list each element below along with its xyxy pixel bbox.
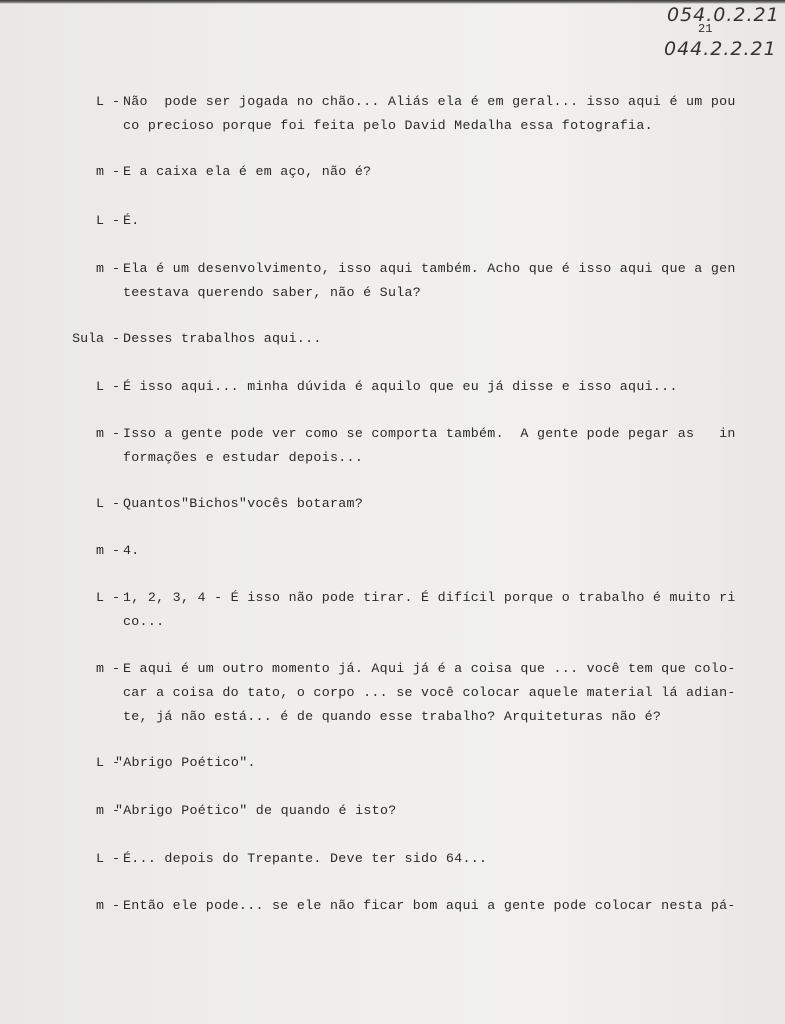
- speaker-label: L -: [96, 94, 120, 109]
- transcript-line: Quantos"Bichos"vocês botaram?: [123, 496, 364, 511]
- transcript-line: É.: [123, 213, 140, 228]
- transcript-line: formações e estudar depois...: [123, 450, 364, 465]
- transcript-line: co precioso porque foi feita pelo David Medalha essa fotografia.: [123, 118, 653, 133]
- page-number: 21: [698, 22, 713, 36]
- transcript-line: co...: [123, 614, 165, 629]
- transcript-line: Então ele pode... se ele não ficar bom aqui a gente pode colocar nesta pá-: [123, 898, 736, 913]
- speaker-label: m -: [96, 803, 120, 818]
- transcript-line: 4.: [123, 543, 140, 558]
- transcript-line: teestava querendo saber, não é Sula?: [123, 285, 422, 300]
- transcript-line: E a caixa ela é em aço, não é?: [123, 164, 372, 179]
- speaker-label: L -: [96, 496, 120, 511]
- speaker-label: m -: [96, 426, 120, 441]
- transcript-line: Ela é um desenvolvimento, isso aqui também. Acho que é isso aqui que a gen: [123, 261, 736, 276]
- speaker-label: Sula -: [72, 331, 120, 346]
- transcript-line: Desses trabalhos aqui...: [123, 331, 322, 346]
- speaker-label: m -: [96, 261, 120, 276]
- transcript-line: Isso a gente pode ver como se comporta também. A gente pode pegar as in: [123, 426, 736, 441]
- speaker-label: m -: [96, 661, 120, 676]
- transcript-line: Não pode ser jogada no chão... Aliás ela é em geral... isso aqui é um pou: [123, 94, 736, 109]
- speaker-label: L -: [96, 755, 120, 770]
- speaker-label: L -: [96, 213, 120, 228]
- transcript-line: te, já não está... é de quando esse trabalho? Arquiteturas não é?: [123, 709, 662, 724]
- transcript-line: "Abrigo Poético" de quando é isto?: [115, 803, 397, 818]
- transcript-line: 1, 2, 3, 4 - É isso não pode tirar. É difícil porque o trabalho é muito ri: [123, 590, 736, 605]
- transcript-line: car a coisa do tato, o corpo ... se você colocar aquele material lá adian-: [123, 685, 736, 700]
- speaker-label: L -: [96, 379, 120, 394]
- archive-code-top: 054.0.2.21: [667, 4, 780, 26]
- transcript-line: "Abrigo Poético".: [115, 755, 256, 770]
- transcript-line: É... depois do Trepante. Deve ter sido 64...: [123, 851, 488, 866]
- transcript-line: É isso aqui... minha dúvida é aquilo que eu já disse e isso aqui...: [123, 379, 678, 394]
- speaker-label: m -: [96, 543, 120, 558]
- archive-code-bottom: 044.2.2.21: [664, 38, 777, 60]
- transcript-line: E aqui é um outro momento já. Aqui já é a coisa que ... você tem que colo-: [123, 661, 736, 676]
- speaker-label: L -: [96, 590, 120, 605]
- speaker-label: m -: [96, 164, 120, 179]
- speaker-label: m -: [96, 898, 120, 913]
- speaker-label: L -: [96, 851, 120, 866]
